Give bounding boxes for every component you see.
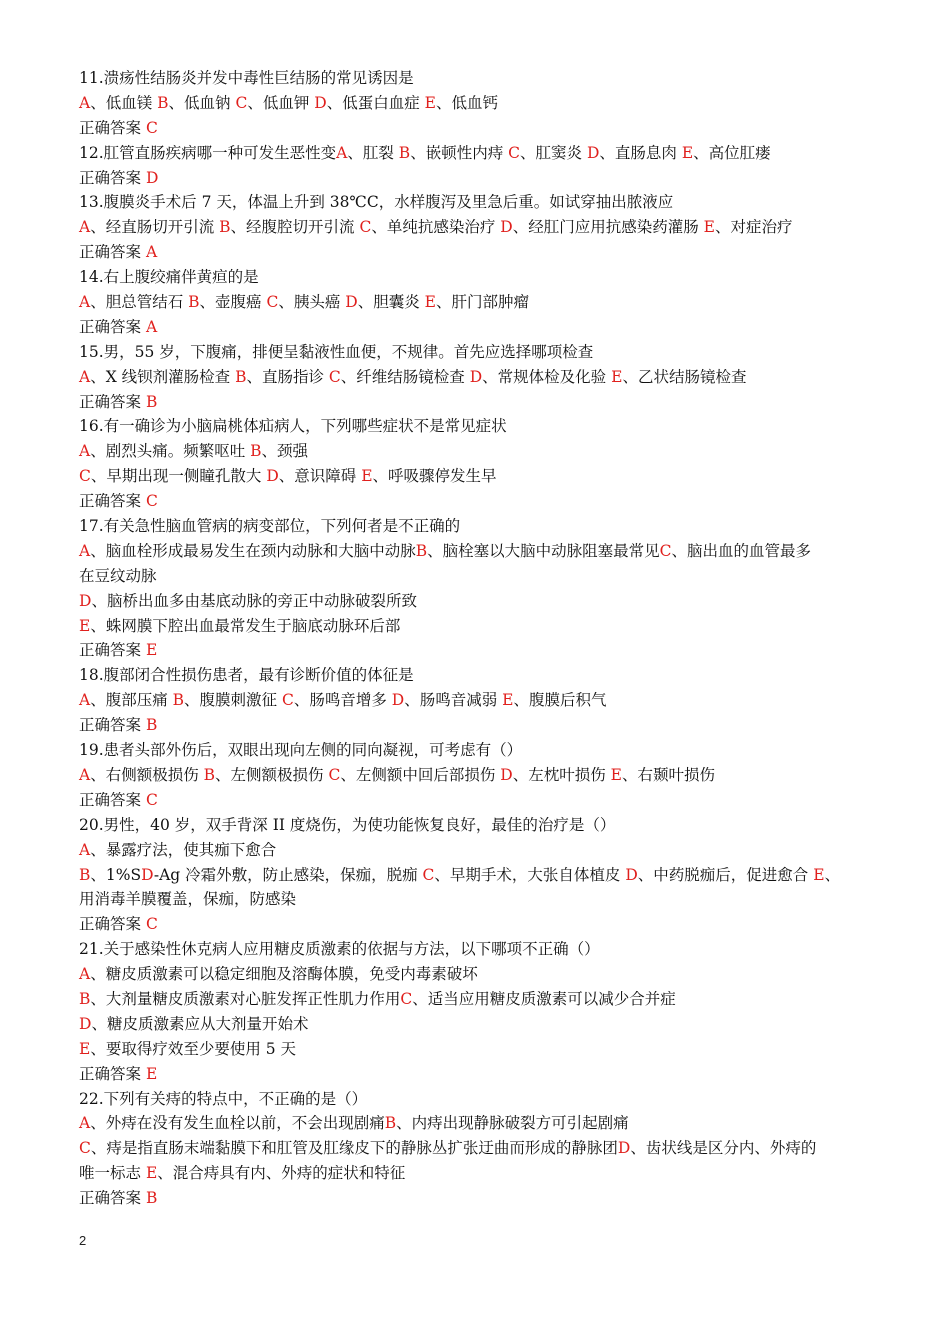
text-segment: 、脑出血的血管最多 <box>671 541 812 560</box>
text-segment: 16.有一确诊为小脑扁桃体疝病人，下列哪些症状不是常见症状 <box>79 417 507 436</box>
text-segment: 正确答案 <box>79 118 146 137</box>
text-segment: 、外痔在没有发生血栓以前，不会出现剧痛 <box>90 1114 385 1133</box>
text-segment: 15.男，55 岁，下腹痛，排便呈黏液性血便，不规律。首先应选择哪项检查 <box>79 342 594 361</box>
option-letter: C <box>422 865 435 884</box>
text-line <box>79 539 879 564</box>
text-segment: 、乙状结肠镜检查 <box>622 367 747 386</box>
option-letter: A <box>79 442 91 461</box>
text-line <box>79 141 879 166</box>
option-letter: D <box>500 765 513 784</box>
text-line <box>79 813 879 838</box>
text-segment: 、肠鸣音减弱 <box>404 691 503 710</box>
text-segment: 、1%S <box>90 865 142 884</box>
option-letter: E <box>145 1064 158 1083</box>
option-letter: C <box>79 467 91 486</box>
text-line <box>79 838 879 863</box>
text-line <box>79 763 879 788</box>
option-letter: E <box>79 616 91 635</box>
option-letter: E <box>681 143 694 162</box>
text-line <box>79 91 879 116</box>
option-letter: C <box>328 765 341 784</box>
document-page <box>79 66 879 1211</box>
option-letter: E <box>813 865 825 884</box>
text-segment: 、大剂量糖皮质激素对心脏发挥正性肌力作用 <box>90 989 401 1008</box>
option-letter: D <box>391 691 405 710</box>
text-segment: -Ag 冷霜外敷，防止感染，保痂，脱痂 <box>153 865 423 884</box>
text-segment: 、直肠息肉 <box>599 143 682 162</box>
text-segment: 、呼吸骤停发生早 <box>372 467 497 486</box>
option-letter: C <box>508 143 520 162</box>
text-segment: 22.下列有关痔的特点中，不正确的是（） <box>79 1089 368 1108</box>
option-letter: C <box>328 367 341 386</box>
option-letter: A <box>79 1114 91 1133</box>
text-segment: 、痔是指直肠末端黏膜下和肛管及肛缘皮下的静脉丛扩张迂曲而形成的静脉团 <box>90 1139 618 1158</box>
text-segment: 、中药脱痂后，促进愈合 <box>637 865 814 884</box>
text-segment: 、脑栓塞以大脑中动脉阻塞最常见 <box>427 541 660 560</box>
text-segment: 、剧烈头痛。频繁呕吐 <box>90 442 251 461</box>
text-segment: 、左枕叶损伤 <box>512 765 611 784</box>
text-segment: 正确答案 <box>79 716 146 735</box>
text-segment: 正确答案 <box>79 1064 146 1083</box>
text-segment: 、右侧额极损伤 <box>90 765 204 784</box>
text-segment: 、低血镁 <box>90 93 158 112</box>
text-line <box>79 863 879 888</box>
option-letter: A <box>79 367 91 386</box>
text-line <box>79 788 879 813</box>
text-line <box>79 937 879 962</box>
option-letter: E <box>361 467 373 486</box>
text-line <box>79 663 879 688</box>
text-segment: 20.男性，40 岁，双手背深 II 度烧伤，为使功能恢复良好，最佳的治疗是（） <box>79 815 616 834</box>
text-segment: 、胰头癌 <box>278 293 346 312</box>
text-line <box>79 315 879 340</box>
option-letter: B <box>157 93 169 112</box>
option-letter: C <box>79 1139 91 1158</box>
text-segment: 、常规体检及化验 <box>482 367 612 386</box>
text-segment: 、单纯抗感染治疗 <box>371 218 501 237</box>
text-line <box>79 1087 879 1112</box>
page-number: 2 <box>79 1233 87 1248</box>
text-segment: 、嵌顿性内痔 <box>410 143 509 162</box>
text-segment: 正确答案 <box>79 915 146 934</box>
text-line <box>79 1136 879 1161</box>
option-letter: A <box>145 243 158 262</box>
text-segment: 、低血钙 <box>435 93 498 112</box>
text-line <box>79 489 879 514</box>
text-segment: 、肛裂 <box>347 143 399 162</box>
option-letter: C <box>145 915 158 934</box>
option-letter: A <box>79 691 91 710</box>
text-segment: 12.肛管直肠疾病哪一种可发生恶性变 <box>79 143 337 162</box>
option-letter: D <box>586 143 600 162</box>
text-segment: 、经肛门应用抗感染药灌肠 <box>512 218 704 237</box>
text-segment: 、胆总管结石 <box>90 293 189 312</box>
option-letter: B <box>145 1189 158 1208</box>
text-segment: 用消毒羊膜覆盖，保痂，防感染 <box>79 890 297 909</box>
text-segment: 19.患者头部外伤后，双眼出现向左侧的同向凝视，可考虑有（） <box>79 741 523 760</box>
text-segment: 、颈强 <box>261 442 309 461</box>
option-letter: D <box>617 1139 631 1158</box>
text-segment: 13.腹膜炎手术后 7 天，体温上升到 38℃C，水样腹泻及里急后重。如试穿抽出脓液应 <box>79 193 674 212</box>
text-segment: 、胆囊炎 <box>357 293 425 312</box>
text-line <box>79 514 879 539</box>
text-segment: 、左侧额中回后部损伤 <box>340 765 501 784</box>
option-letter: E <box>611 367 623 386</box>
text-segment: 、X 线钡剂灌肠检查 <box>90 367 236 386</box>
text-segment: 、糖皮质激素应从大剂量开始术 <box>91 1014 309 1033</box>
text-segment: 正确答案 <box>79 641 146 660</box>
text-line <box>79 66 879 91</box>
option-letter: E <box>424 93 436 112</box>
option-letter: E <box>502 691 514 710</box>
option-letter: D <box>266 467 279 486</box>
text-segment: 21.关于感染性休克病人应用糖皮质激素的依据与方法，以下哪项不正确（） <box>79 940 600 959</box>
text-segment: 、适当应用糖皮质激素可以减少合并症 <box>412 989 676 1008</box>
text-line <box>79 987 879 1012</box>
text-segment: 、脑血栓形成最易发生在颈内动脉和大脑中动脉 <box>90 541 416 560</box>
option-letter: B <box>188 293 200 312</box>
text-line <box>79 1062 879 1087</box>
text-segment: 、左侧额极损伤 <box>215 765 329 784</box>
option-letter: B <box>235 367 247 386</box>
option-letter: B <box>219 218 231 237</box>
option-letter: B <box>172 691 185 710</box>
option-letter: C <box>235 93 248 112</box>
text-line <box>79 190 879 215</box>
text-line <box>79 589 879 614</box>
text-line <box>79 414 879 439</box>
text-line <box>79 912 879 937</box>
option-letter: B <box>79 865 91 884</box>
text-line <box>79 638 879 663</box>
option-letter: A <box>79 218 91 237</box>
text-line <box>79 340 879 365</box>
text-segment: 正确答案 <box>79 317 146 336</box>
option-letter: B <box>145 716 158 735</box>
text-segment: 正确答案 <box>79 392 146 411</box>
option-letter: B <box>384 1114 397 1133</box>
option-letter: B <box>203 765 216 784</box>
text-segment: 正确答案 <box>79 492 146 511</box>
text-segment: 正确答案 <box>79 1189 146 1208</box>
option-letter: A <box>79 840 91 859</box>
text-line <box>79 962 879 987</box>
text-line <box>79 215 879 240</box>
text-segment: 、要取得疗效至少要使用 5 天 <box>90 1039 297 1058</box>
text-segment: 、高位肛瘘 <box>693 143 771 162</box>
text-segment: 、早期手术，大张自体植皮 <box>434 865 626 884</box>
option-letter: B <box>398 143 411 162</box>
text-segment: 18.腹部闭合性损伤患者，最有诊断价值的体征是 <box>79 666 414 685</box>
option-letter: D <box>314 93 327 112</box>
text-segment: 、低血钠 <box>168 93 236 112</box>
text-line <box>79 265 879 290</box>
text-segment: 、肛窦炎 <box>520 143 587 162</box>
text-segment: 、内痔出现静脉破裂方可引起剧痛 <box>396 1114 629 1133</box>
option-letter: C <box>266 293 279 312</box>
text-segment: 、肠鸣音增多 <box>293 691 392 710</box>
text-segment: 正确答案 <box>79 790 146 809</box>
option-letter: E <box>145 1164 158 1183</box>
option-letter: D <box>469 367 483 386</box>
text-segment: 、对症治疗 <box>714 218 793 237</box>
text-segment: 、经直肠切开引流 <box>90 218 220 237</box>
option-letter: E <box>703 218 715 237</box>
option-letter: A <box>145 317 158 336</box>
text-line <box>79 365 879 390</box>
text-line <box>79 1012 879 1037</box>
option-letter: C <box>281 691 294 710</box>
text-segment: 、壶腹癌 <box>199 293 267 312</box>
text-segment: 、蛛网膜下腔出血最常发生于脑底动脉环后部 <box>90 616 401 635</box>
option-letter: D <box>79 591 92 610</box>
text-line <box>79 713 879 738</box>
text-line <box>79 1037 879 1062</box>
text-line <box>79 464 879 489</box>
text-segment: 、肝门部肿瘤 <box>435 293 529 312</box>
text-line <box>79 887 879 912</box>
option-letter: A <box>79 293 91 312</box>
text-segment: 、右颞叶损伤 <box>621 765 715 784</box>
text-line <box>79 564 879 589</box>
text-line <box>79 116 879 141</box>
option-letter: E <box>79 1039 91 1058</box>
option-letter: D <box>500 218 513 237</box>
text-line <box>79 688 879 713</box>
option-letter: D <box>79 1014 92 1033</box>
option-letter: B <box>79 989 91 1008</box>
option-letter: B <box>415 541 428 560</box>
text-segment: 、经腹腔切开引流 <box>230 218 360 237</box>
option-letter: E <box>610 765 622 784</box>
option-letter: A <box>336 143 348 162</box>
option-letter: A <box>79 965 91 984</box>
text-line <box>79 1161 879 1186</box>
text-segment: 17.有关急性脑血管病的病变部位，下列何者是不正确的 <box>79 517 461 536</box>
text-segment: 、脑桥出血多由基底动脉的旁正中动脉破裂所致 <box>91 591 417 610</box>
text-segment: 、腹膜后积气 <box>513 691 607 710</box>
option-letter: C <box>359 218 372 237</box>
text-line <box>79 1186 879 1211</box>
option-letter: A <box>79 541 91 560</box>
text-segment: 正确答案 <box>79 243 146 262</box>
text-segment: 、腹膜刺激征 <box>184 691 282 710</box>
text-segment: 、直肠指诊 <box>246 367 329 386</box>
text-segment: 、意识障碍 <box>278 467 362 486</box>
text-segment: 、糖皮质激素可以稳定细胞及溶酶体膜，免受内毒素破坏 <box>90 965 478 984</box>
option-letter: C <box>145 492 158 511</box>
option-letter: C <box>400 989 413 1008</box>
text-segment: 唯一标志 <box>79 1164 146 1183</box>
text-segment: 、暴露疗法，使其痂下愈合 <box>90 840 277 859</box>
text-line <box>79 166 879 191</box>
text-segment: 、腹部压痛 <box>90 691 173 710</box>
text-segment: 、齿状线是区分内、外痔的 <box>630 1139 817 1158</box>
text-line <box>79 290 879 315</box>
text-segment: 、低蛋白血症 <box>326 93 425 112</box>
option-letter: D <box>345 293 358 312</box>
text-segment: 、低血钾 <box>247 93 315 112</box>
option-letter: D <box>625 865 638 884</box>
option-letter: C <box>659 541 672 560</box>
option-letter: B <box>145 392 158 411</box>
option-letter: B <box>250 442 262 461</box>
option-letter: E <box>424 293 436 312</box>
text-segment: 、纤维结肠镜检查 <box>340 367 470 386</box>
option-letter: C <box>145 790 158 809</box>
option-letter: C <box>145 118 158 137</box>
text-line <box>79 240 879 265</box>
option-letter: D <box>141 865 154 884</box>
option-letter: A <box>79 93 91 112</box>
text-segment: 11.溃疡性结肠炎并发中毒性巨结肠的常见诱因是 <box>79 69 414 87</box>
text-segment: 在豆纹动脉 <box>79 566 157 585</box>
text-line <box>79 439 879 464</box>
text-line <box>79 1111 879 1136</box>
text-segment: 正确答案 <box>79 168 146 187</box>
option-letter: A <box>79 765 91 784</box>
text-segment: 、混合痔具有内、外痔的症状和特征 <box>157 1164 406 1183</box>
text-line <box>79 390 879 415</box>
option-letter: D <box>145 168 159 187</box>
text-segment: 、 <box>824 865 841 884</box>
text-line <box>79 614 879 639</box>
option-letter: E <box>145 641 158 660</box>
text-segment: 、早期出现一侧瞳孔散大 <box>90 467 267 486</box>
text-segment: 14.右上腹绞痛伴黄疸的是 <box>79 268 259 287</box>
text-line <box>79 738 879 763</box>
